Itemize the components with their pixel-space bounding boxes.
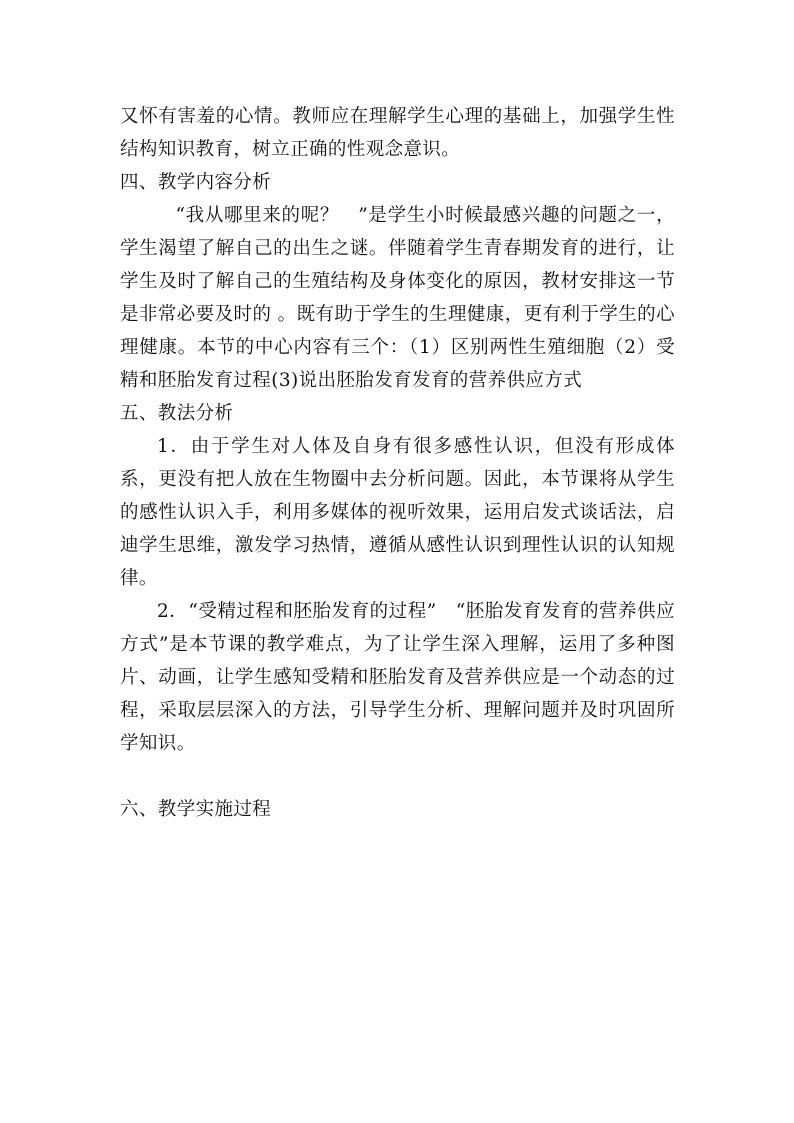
section-5-heading: 五、教法分析 <box>120 403 234 424</box>
section-4-heading: 四、教学内容分析 <box>120 172 272 193</box>
section-6-heading: 六、教学实施过程 <box>120 799 272 820</box>
section-5-item-2: 2．“受精过程和胚胎发育的过程” “胚胎发育发育的营养供应方式”是本节课的教学难点，为了让学生深入理解，运用了多种图片、动画，让学生感知受精和胚胎发育及营养供应是一个动态的过程，采取层层深入的方法，引导学生分析、理解问题并及时巩固所学知识。 <box>120 601 675 754</box>
section-4-paragraph: “我从哪里来的呢？ ”是学生小时候最感兴趣的问题之一，学生渴望了解自己的出生之谜。伴随着学生青春期发育的进行，让学生及时了解自己的生殖结构及身体变化的原因，教材安排这一节是非常必要及时的 。既有助于学生的生理健康，更有利于学生的心理健康。本节的中心内容有三个：（1）区别两性生殖细胞（2）受精和胚胎发育过程(3)说出胚胎发育发育的营养供应方式 <box>120 205 675 391</box>
intro-continuation-paragraph: 又怀有害羞的心情。教师应在理解学生心理的基础上，加强学生性结构知识教育，树立正确的性观念意识。 <box>120 106 675 160</box>
section-5-item-1: 1．由于学生对人体及自身有很多感性认识，但没有形成体系，更没有把人放在生物圈中去分析问题。因此，本节课将从学生的感性认识入手，利用多媒体的视听效果，运用启发式谈话法，启迪学生思维，激发学习热情，遵循从感性认识到理性认识的认知规律。 <box>120 436 675 589</box>
document-body <box>120 100 675 826</box>
blank-line <box>120 760 675 793</box>
